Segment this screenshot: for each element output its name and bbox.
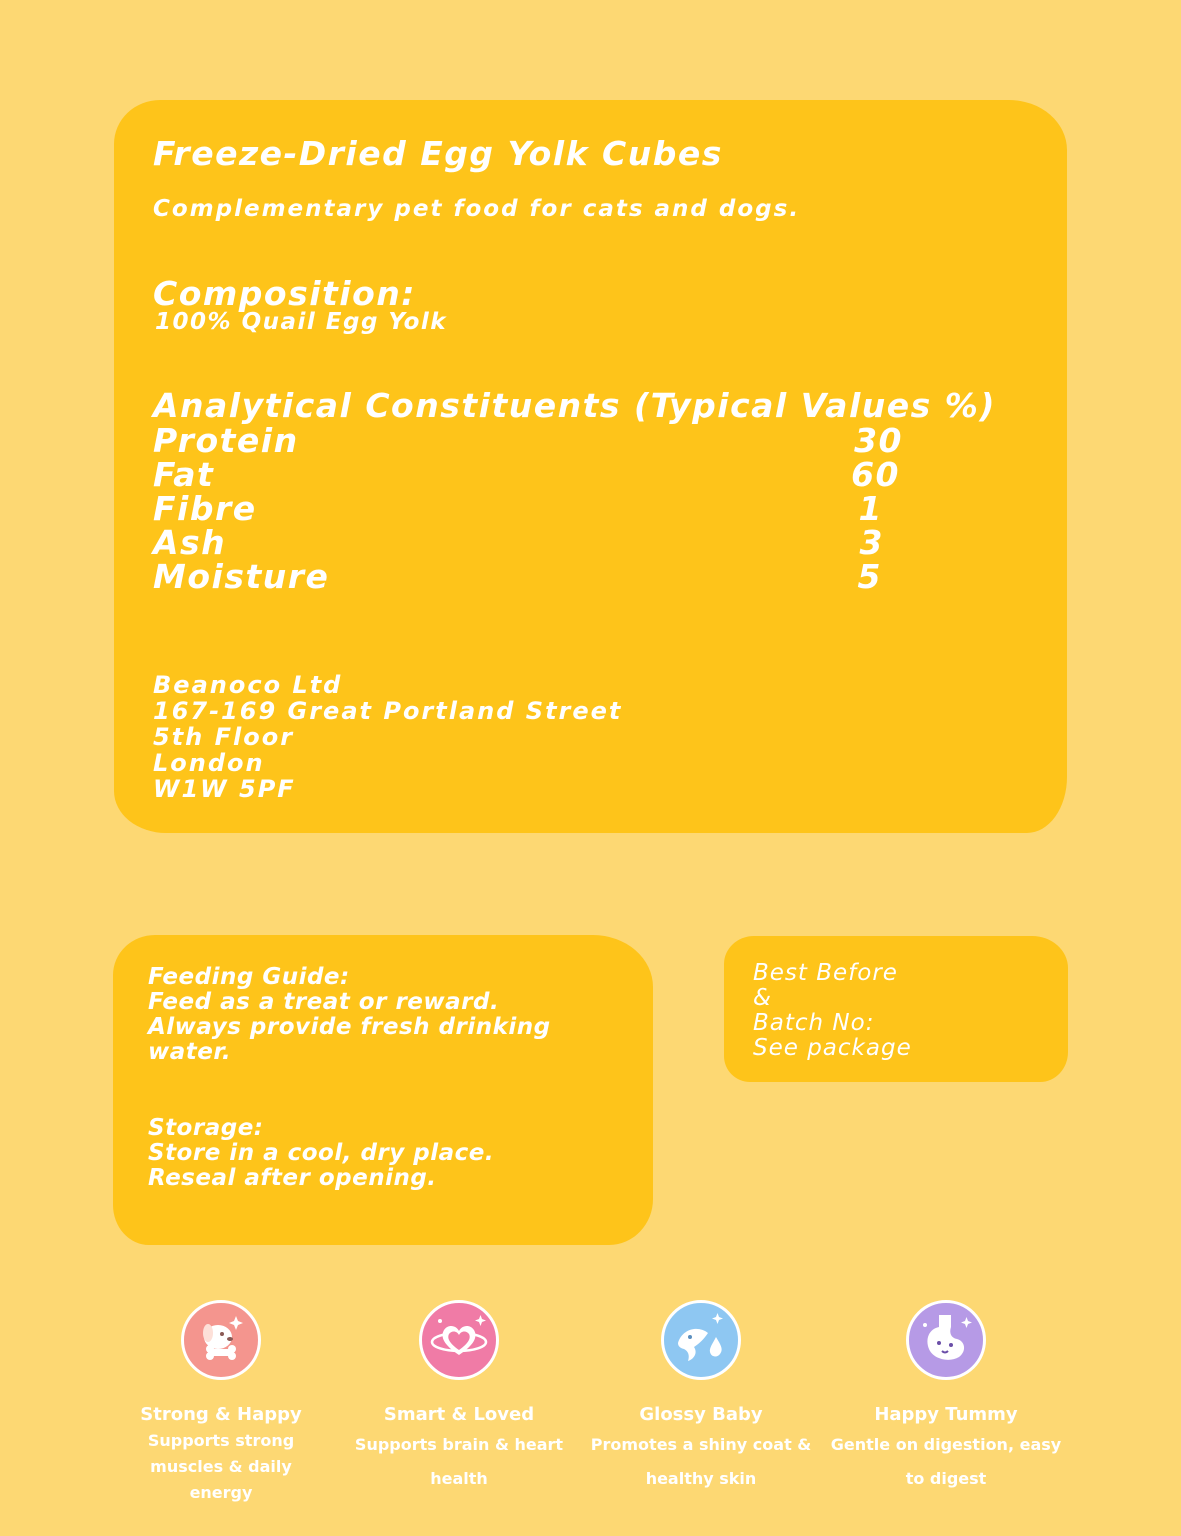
- address-line: London: [153, 749, 265, 777]
- benefit-desc-line: energy: [189, 1483, 253, 1502]
- batch-line: See package: [753, 1035, 912, 1061]
- feeding-line: Feed as a treat or reward.: [148, 989, 500, 1015]
- constituent-row: [153, 557, 903, 596]
- address-line: 5th Floor: [153, 723, 295, 751]
- constituent-value: 30: [854, 421, 903, 460]
- analytical-heading: Analytical Constituents (Typical Values %): [153, 386, 996, 425]
- benefit-desc-line: muscles & daily: [150, 1457, 292, 1476]
- puppy-bone-icon: [181, 1300, 261, 1380]
- constituent-label: Fat: [153, 455, 215, 494]
- address-line: W1W 5PF: [153, 775, 296, 803]
- batch-line: Best Before: [753, 960, 898, 986]
- batch-line: Batch No:: [753, 1010, 875, 1036]
- constituent-row: [153, 455, 903, 494]
- manufacturer-address: [153, 672, 622, 802]
- benefit-glossy-baby: [581, 1300, 821, 1496]
- heart-planet-icon: [419, 1300, 499, 1380]
- feeding-heading: Feeding Guide:: [148, 964, 350, 990]
- constituent-value: 3: [859, 523, 884, 562]
- constituent-row: [153, 489, 903, 528]
- constituent-label: Protein: [153, 421, 299, 460]
- constituent-value: 5: [857, 557, 882, 596]
- constituent-row: [153, 523, 903, 562]
- storage-heading: Storage:: [148, 1115, 264, 1141]
- benefit-title: Happy Tummy: [874, 1404, 1018, 1425]
- benefit-desc-line: Gentle on digestion, easy: [830, 1435, 1062, 1454]
- feeding-guide: [148, 965, 551, 1065]
- composition-heading: Composition:: [153, 274, 416, 313]
- benefit-desc-line: healthy skin: [645, 1469, 757, 1488]
- benefit-title: Glossy Baby: [639, 1404, 763, 1425]
- address-line: 167-169 Great Portland Street: [153, 697, 623, 725]
- storage-line: Reseal after opening.: [148, 1165, 437, 1191]
- benefit-desc-line: Supports strong: [147, 1431, 295, 1450]
- best-before-batch: [753, 961, 912, 1061]
- constituent-value: 60: [851, 455, 900, 494]
- composition-value: 100% Quail Egg Yolk: [155, 309, 448, 335]
- constituent-label: Fibre: [153, 489, 257, 528]
- benefit-happy-tummy: [826, 1300, 1066, 1496]
- benefit-desc-line: to digest: [905, 1469, 987, 1488]
- constituent-row: [153, 421, 903, 460]
- stomach-icon: [906, 1300, 986, 1380]
- benefit-strong-happy: [101, 1300, 341, 1506]
- product-title: Freeze-Dried Egg Yolk Cubes: [153, 134, 723, 173]
- constituent-label: Ash: [153, 523, 227, 562]
- benefit-title: Strong & Happy: [140, 1404, 302, 1425]
- benefit-desc-line: Promotes a shiny coat &: [590, 1435, 812, 1454]
- constituent-label: Moisture: [153, 557, 330, 596]
- storage-guide: [148, 1116, 494, 1191]
- benefit-smart-loved: [339, 1300, 579, 1496]
- fish-droplet-icon: [661, 1300, 741, 1380]
- benefit-desc-line: health: [430, 1469, 488, 1488]
- batch-line: &: [753, 985, 772, 1011]
- feeding-line: Always provide fresh drinking: [148, 1014, 551, 1040]
- address-line: Beanoco Ltd: [153, 671, 343, 699]
- constituent-value: 1: [858, 489, 883, 528]
- product-subtitle: Complementary pet food for cats and dogs.: [153, 196, 801, 222]
- benefit-desc-line: Supports brain & heart: [354, 1435, 564, 1454]
- benefit-title: Smart & Loved: [383, 1404, 535, 1425]
- feeding-line: water.: [148, 1039, 232, 1065]
- storage-line: Store in a cool, dry place.: [148, 1140, 495, 1166]
